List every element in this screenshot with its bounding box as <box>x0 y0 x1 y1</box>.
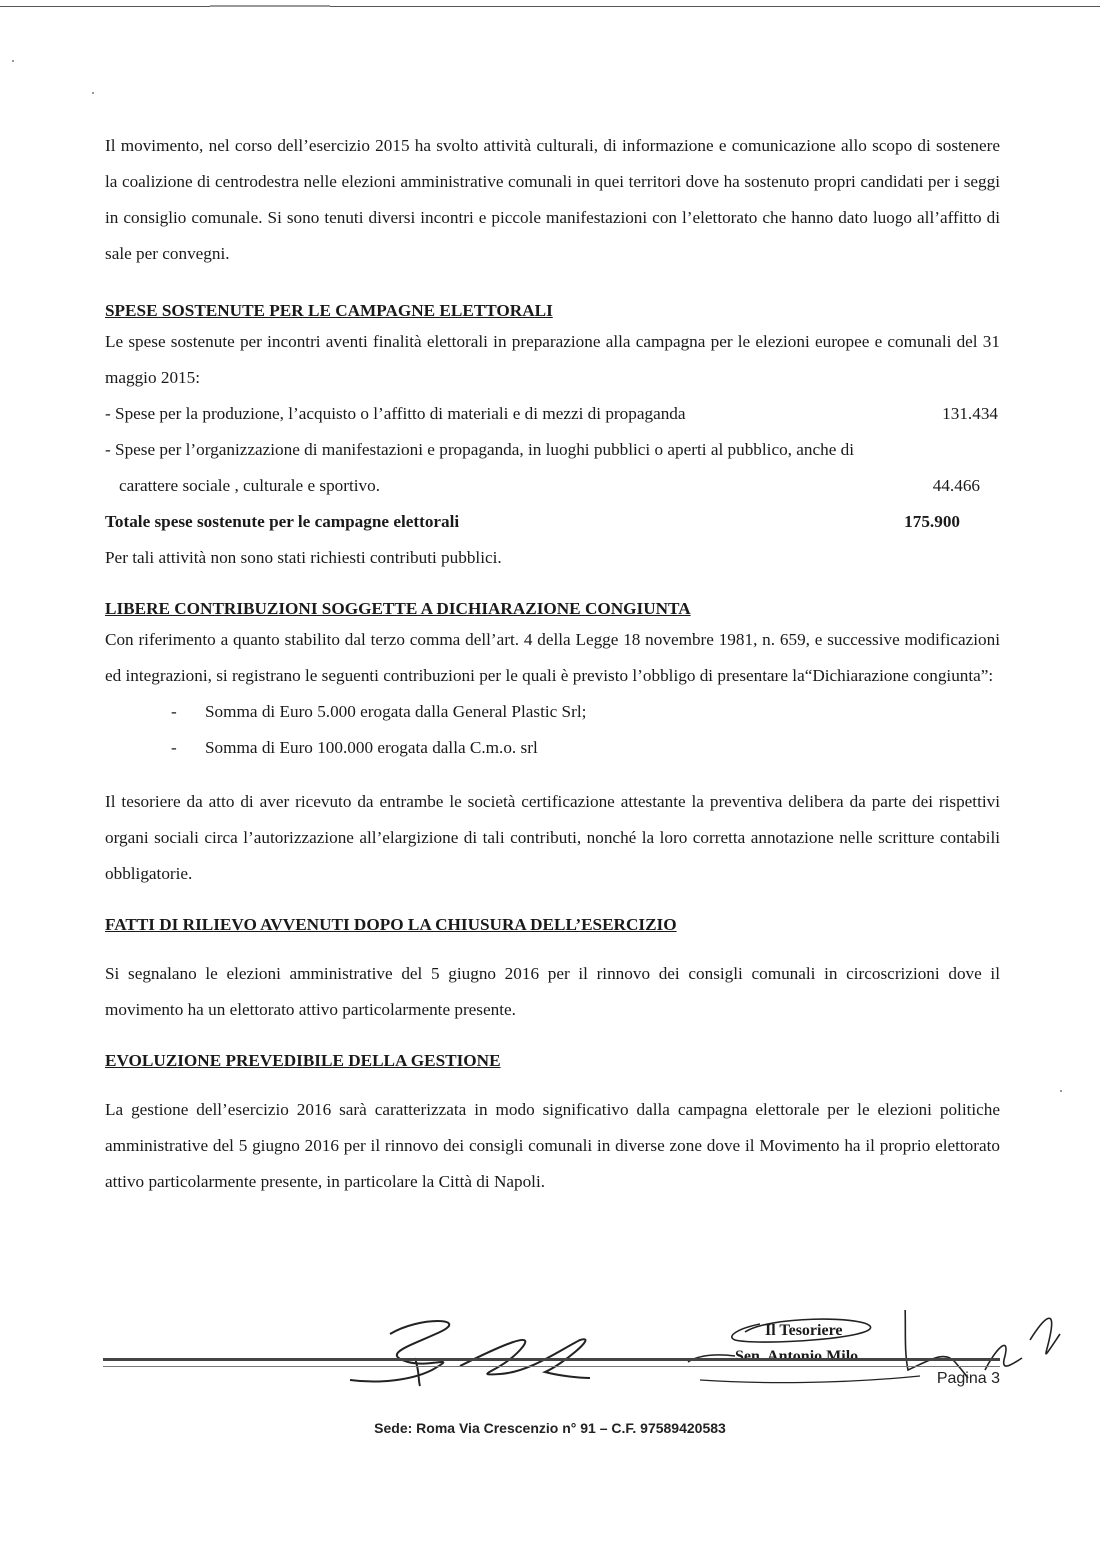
list-item: - Somma di Euro 5.000 erogata dalla General Plastic Srl; <box>171 694 1000 730</box>
contributions-heading: LIBERE CONTRIBUZIONI SOGGETTE A DICHIARAZIONE CONGIUNTA <box>105 599 691 618</box>
top-rule <box>0 6 1100 7</box>
signature-title: Il Tesoriere <box>765 1322 843 1339</box>
campaign-section <box>105 292 1000 576</box>
list-item: - Somma di Euro 100.000 erogata dalla C.m.o. srl <box>171 730 1000 766</box>
expense-item-text: - Spese per la produzione, l’acquisto o l’affitto di materiali e di mezzi di propaganda <box>105 404 686 423</box>
events-text: Si segnalano le elezioni amministrative del 5 giugno 2016 per il rinnovo dei consigli comunali in circoscrizioni dove il movimento ha un elettorato attivo particolarmente presente. <box>105 964 1000 1019</box>
signature-name: Sen. Antonio Milo <box>735 1348 859 1365</box>
expense-item-text-cont: carattere sociale , culturale e sportivo. <box>119 476 381 495</box>
signature-underline <box>700 1376 920 1383</box>
campaign-total-label: Totale spese sostenute per le campagne elettorali <box>105 512 460 531</box>
page-number: Pagina 3 <box>936 1370 1000 1387</box>
handwritten-initials <box>905 1310 1060 1378</box>
scan-speck <box>92 92 94 94</box>
outlook-heading: EVOLUZIONE PREVEDIBILE DELLA GESTIONE <box>105 1051 501 1070</box>
contributions-list <box>105 694 1000 766</box>
events-section <box>105 906 1000 1028</box>
contributions-section <box>105 590 1000 892</box>
outlook-section <box>105 1042 1000 1200</box>
intro-paragraph: Il movimento, nel corso dell’esercizio 2015 ha svolto attività culturali, di informazione e comunicazione allo scopo di sostenere la coalizione di centrodestra nelle elezioni amministrative comunali in quei territori dove ha sostenuto propri candidati per i seggi in consiglio comunale. Si sono tenuti diversi incontri e piccole manifestazioni con l’elettorato che hanno dato luogo all’affitto di sale per convegni. <box>105 136 1000 263</box>
outlook-text: La gestione dell’esercizio 2016 sarà caratterizzata in modo significativo dalla campagna elettorale per le elezioni politiche amministrative del 5 giugno 2016 per il rinnovo dei consigli comunali in diverse zone dove il Movimento ha il proprio elettorato attivo particolarmente presente, in particolare la Città di Napoli. <box>105 1100 1000 1191</box>
campaign-intro: Le spese sostenute per incontri aventi finalità elettorali in preparazione alla campagna per le elezioni europee e comunali del 31 maggio 2015: <box>105 332 1000 387</box>
campaign-total <box>105 504 1000 540</box>
scan-speck <box>1060 1090 1062 1092</box>
expense-item-text: - Spese per l’organizzazione di manifestazioni e propaganda, in luoghi pubblici o aperti al pubblico, anche di <box>105 440 854 459</box>
document-body <box>105 128 1000 1200</box>
campaign-note: Per tali attività non sono stati richiesti contributi pubblici. <box>105 548 502 567</box>
contributions-after: Il tesoriere da atto di aver ricevuto da entrambe le società certificazione attestante la preventiva delibera da parte dei rispettivi organi sociali circa l’autorizzazione all’elargizione di tali contributi, nonché la loro corretta annotazione nelle scritture contabili obbligatorie. <box>105 792 1000 883</box>
scan-speck <box>12 60 14 62</box>
events-heading: FATTI DI RILIEVO AVVENUTI DOPO LA CHIUSURA DELL’ESERCIZIO <box>105 915 677 934</box>
top-rule-mark <box>210 5 330 7</box>
signatures-graphic <box>0 1310 1100 1430</box>
expense-item <box>105 432 1000 504</box>
footer-address: Sede: Roma Via Crescenzio n° 91 – C.F. 97589420583 <box>374 1420 726 1436</box>
campaign-total-amount: 175.900 <box>904 512 960 531</box>
campaign-heading: SPESE SOSTENUTE PER LE CAMPAGNE ELETTORALI <box>105 301 553 320</box>
expense-item-amount: 44.466 <box>932 476 980 495</box>
contributions-intro: Con riferimento a quanto stabilito dal terzo comma dell’art. 4 della Legge 18 novembre 1981, n. 659, e successive modificazioni ed integrazioni, si registrano le seguenti contribuzioni per le quali è previsto l’obbligo di presentare la“Dichiarazione congiunta”: <box>105 630 1000 685</box>
expense-item-amount: 131.434 <box>942 404 998 423</box>
expense-item <box>105 396 1000 432</box>
handwritten-signature <box>350 1321 590 1386</box>
footer-rule <box>103 1358 1000 1367</box>
